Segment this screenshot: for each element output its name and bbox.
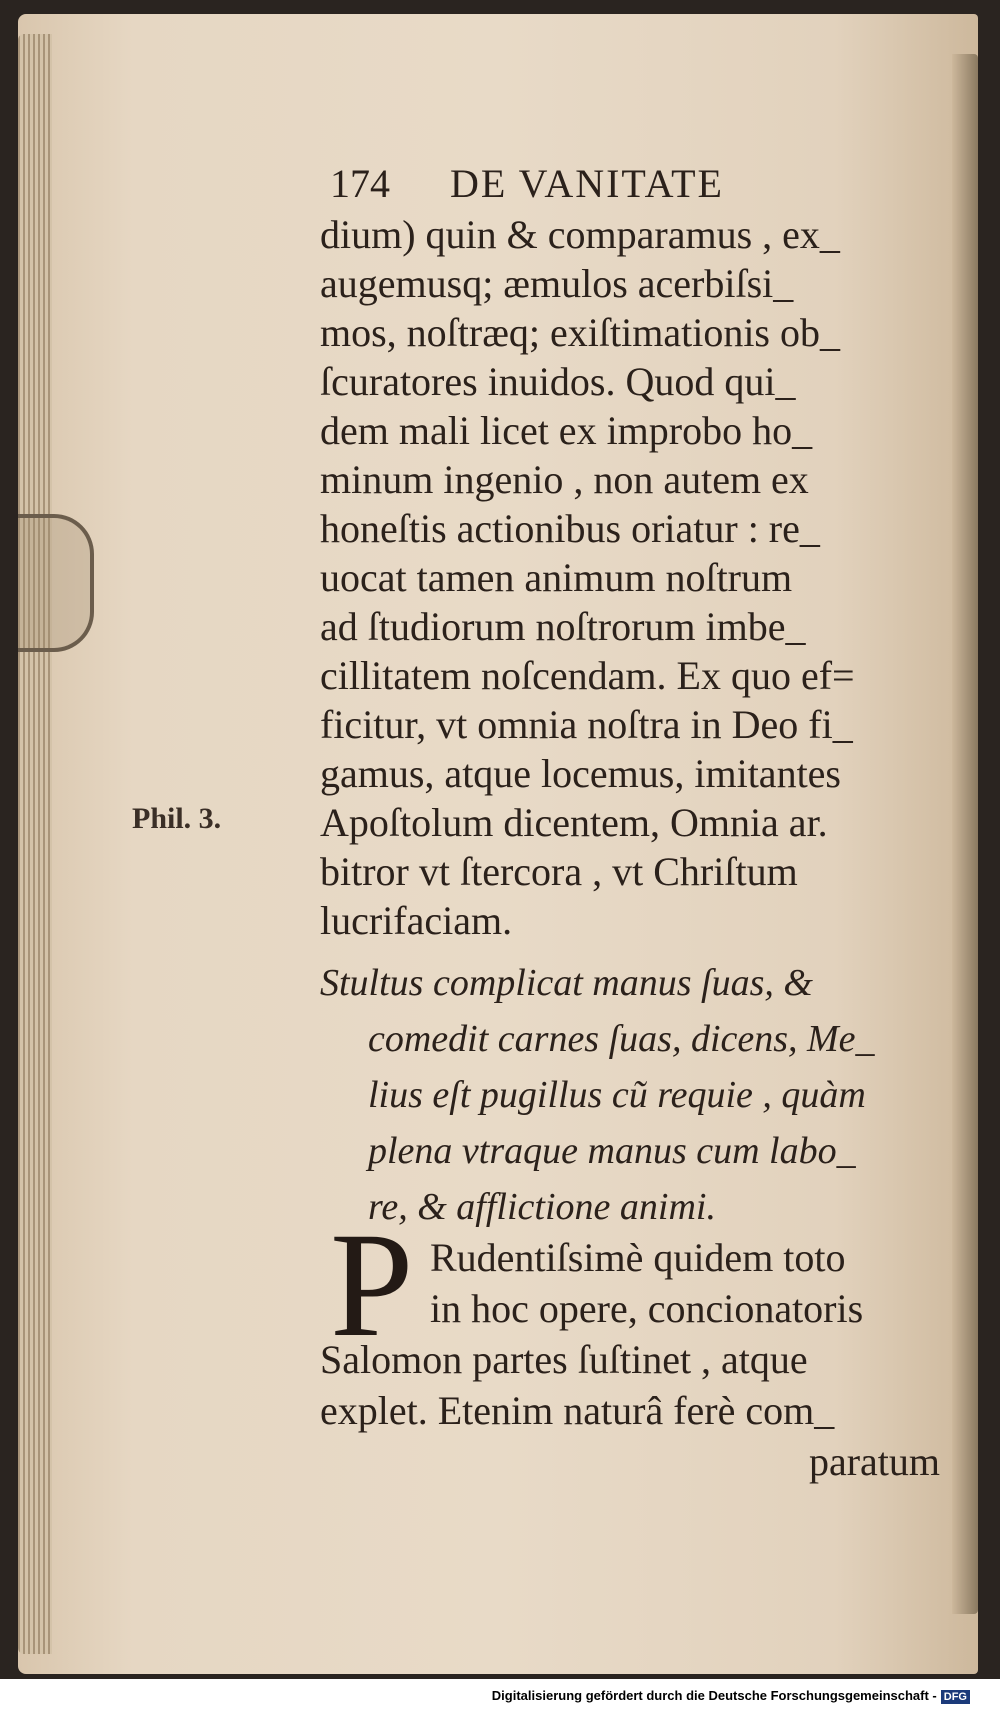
drop-cap: P — [330, 1202, 414, 1368]
verse-line: re, & afflictione animi. — [368, 1186, 716, 1228]
body-text — [320, 210, 960, 945]
text-line: bitror vt ſtercora , vt Chriſtum — [320, 849, 798, 894]
text-line: ſcuratores inuidos. Quod qui_ — [320, 359, 796, 404]
margin-reference: Phil. 3. — [132, 802, 222, 835]
text-line: honeſtis actionibus oriatur : re_ — [320, 506, 820, 551]
text-line: uocat tamen animum noſtrum — [320, 555, 793, 600]
text-line: Apoſtolum dicentem, Omnia ar. — [320, 800, 828, 845]
page-stack-edge — [18, 34, 52, 1654]
book-clasp — [18, 514, 94, 652]
text-line: cillitatem noſcendam. Ex quo ef= — [320, 653, 855, 698]
verse-text — [320, 955, 960, 1235]
text-line: dem mali licet ex improbo ho_ — [320, 408, 813, 453]
page-number: 174 — [330, 161, 390, 206]
page-header — [330, 160, 724, 207]
text-line: lucrifaciam. — [320, 898, 513, 943]
footer-text: Digitalisierung gefördert durch die Deutsche Forschungsgemeinschaft - — [491, 1688, 937, 1703]
text-line: augemusq; æmulos acerbiſsi_ — [320, 261, 794, 306]
dfg-logo: DFG — [941, 1690, 970, 1704]
commentary-line: in hoc opere, concionatoris — [430, 1286, 864, 1331]
commentary-line: explet. Etenim naturâ ferè com_ — [320, 1388, 835, 1433]
running-title: DE VANITATE — [450, 161, 724, 206]
commentary-line: Salomon partes ſuſtinet , atque — [320, 1337, 808, 1382]
verse-line: comedit carnes ſuas, dicens, Me_ — [368, 1018, 875, 1060]
catchword: paratum — [808, 1439, 940, 1484]
text-line: gamus, atque locemus, imitantes — [320, 751, 841, 796]
verse-line: Stultus complicat manus ſuas, & — [320, 962, 813, 1004]
verse-line: plena vtraque manus cum labo_ — [368, 1130, 856, 1172]
text-line: ficitur, vt omnia noſtra in Deo fi_ — [320, 702, 853, 747]
text-line: dium) quin & comparamus , ex_ — [320, 212, 840, 257]
text-line: mos, noſtræq; exiſtimationis ob_ — [320, 310, 840, 355]
digitization-footer — [0, 1679, 1000, 1713]
text-line: ad ſtudiorum noſtrorum imbe_ — [320, 604, 806, 649]
commentary-line: Rudentiſsimè quidem toto — [430, 1235, 846, 1280]
commentary-text — [320, 1232, 960, 1487]
verse-line: lius eſt pugillus cũ requie , quàm — [368, 1074, 866, 1116]
text-line: minum ingenio , non autem ex — [320, 457, 809, 502]
